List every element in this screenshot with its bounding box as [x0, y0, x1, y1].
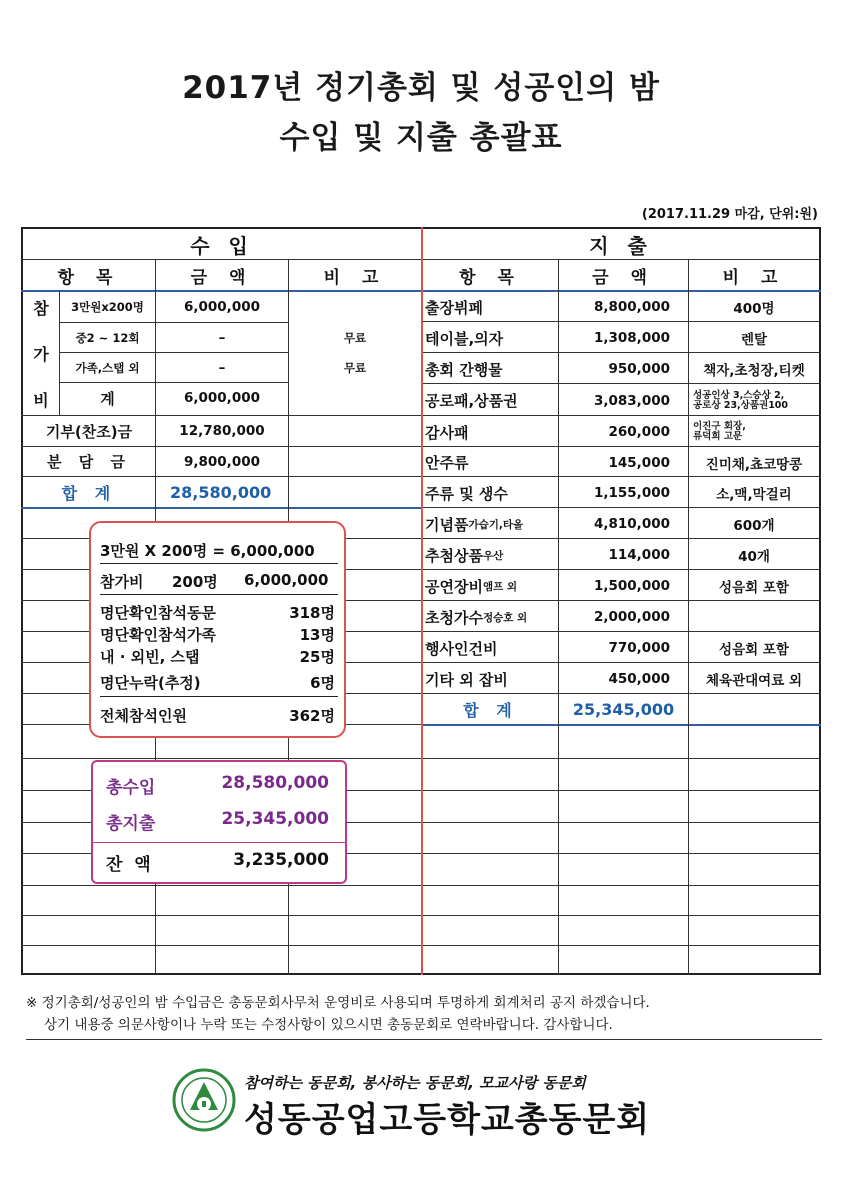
expense-note: 성공인상 3,스승상 2, 공로상 23,상품권100 — [693, 389, 789, 411]
expense-note: 렌탈 — [740, 332, 768, 348]
attendance-value: 318명 — [289, 604, 335, 622]
expense-amount: 1,500,000 — [593, 578, 670, 594]
balance-summary-box — [91, 760, 347, 884]
expense-note: 성음회 포함 — [719, 580, 789, 596]
income-item: 중2 ~ 12회 — [75, 330, 140, 345]
income-header-item: 항 목 — [57, 267, 121, 288]
organization-name: 성동공업고등학교총동문회 — [244, 1100, 651, 1140]
expense-item-label: 기념품 — [425, 515, 469, 534]
income-section-label: 수 입 — [190, 233, 254, 258]
expense-note: 성음회 포함 — [719, 642, 789, 658]
expense-amount: 4,810,000 — [593, 516, 670, 532]
income-note: 무료 — [343, 330, 367, 345]
expense-header-item: 항 목 — [459, 267, 522, 288]
expense-item-detail: 정승호 외 — [482, 611, 528, 624]
expense-note: 소,맥,막걸리 — [716, 487, 792, 503]
table-divider — [422, 724, 821, 726]
expense-amount: 260,000 — [608, 424, 670, 440]
expense-item-label: 공로패,상품권 — [425, 392, 518, 410]
box-divider — [93, 842, 345, 843]
expense-total-label: 합 계 — [463, 700, 518, 720]
fee-label: 참가비 — [100, 573, 144, 591]
participation-label-1: 참 — [33, 298, 49, 318]
expense-note: 이진구 회장, 류덕희 고문 — [693, 421, 746, 442]
expense-item — [423, 417, 558, 447]
expense-item-detail: 앰프 외 — [482, 580, 518, 593]
income-amount: – — [218, 359, 226, 376]
expense-item — [423, 385, 558, 416]
balance-value: 3,235,000 — [233, 850, 329, 870]
expense-item-label: 테이블,의자 — [425, 329, 504, 348]
total-expense-value: 25,345,000 — [221, 809, 329, 829]
income-subtotal-amount: 6,000,000 — [183, 390, 260, 406]
expense-note: 체육관대여료 외 — [706, 673, 802, 689]
balance-label: 잔 액 — [106, 855, 151, 875]
footnote-line-2: 상기 내용중 의문사항이나 누락 또는 수정사항이 있으시면 총동문회로 연락바랍니다. 감사합니다. — [44, 1017, 613, 1033]
attendance-label: 명단확인참석동문 — [100, 604, 216, 622]
expense-amount: 145,000 — [608, 454, 670, 471]
fee-amount: 6,000,000 — [244, 571, 329, 589]
expense-header-amount: 금 액 — [592, 267, 655, 288]
expense-amount: 770,000 — [608, 640, 670, 656]
attendance-label: 내 · 외빈, 스탭 — [100, 648, 200, 666]
fee-count: 200명 — [172, 573, 218, 591]
income-amount: 6,000,000 — [183, 299, 260, 315]
income-amount: 12,780,000 — [179, 423, 265, 439]
footnote-line-1: ※ 정기총회/성공인의 밤 수입금은 총동문회사무처 운영비로 사용되며 투명하게 회계처리 공지 하겠습니다. — [26, 995, 650, 1011]
expense-item-label: 출장뷔페 — [425, 298, 483, 317]
expense-item — [423, 448, 558, 477]
footer-divider — [26, 1039, 822, 1040]
box-divider — [100, 563, 338, 564]
expense-note: 진미채,쵸코땅콩 — [705, 456, 803, 473]
total-expense-label: 총지출 — [106, 814, 156, 834]
income-note: 무료 — [343, 360, 367, 375]
expense-amount: 3,083,000 — [593, 392, 670, 409]
expense-header-note: 비 고 — [722, 267, 786, 288]
expense-item-label: 감사패 — [425, 423, 469, 442]
expense-amount: 114,000 — [608, 547, 670, 563]
expense-amount: 1,308,000 — [593, 330, 670, 346]
box-divider — [100, 594, 338, 595]
expense-note: 400명 — [733, 301, 775, 317]
expense-item-label: 안주류 — [425, 454, 469, 472]
expense-note — [689, 602, 819, 632]
expense-item-label: 주류 및 생수 — [425, 484, 508, 503]
income-item: 가족,스탭 외 — [75, 360, 140, 375]
income-amount: 9,800,000 — [183, 453, 260, 470]
attendance-total-value: 362명 — [289, 707, 335, 725]
expense-note: 600개 — [733, 518, 775, 534]
expense-note: 책자,초청장,티켓 — [703, 363, 805, 379]
expense-amount: 8,800,000 — [593, 299, 670, 315]
footer-slogan: 참여하는 동문회, 봉사하는 동문회, 모교사랑 동문회 — [244, 1074, 586, 1092]
page-subtitle: 수입 및 지출 총괄표 — [279, 120, 563, 156]
income-item: 분 담 금 — [47, 453, 131, 471]
expense-item — [423, 633, 558, 663]
expense-item — [423, 354, 558, 384]
total-income-label: 총수입 — [106, 778, 156, 798]
participation-label-3: 비 — [33, 390, 49, 410]
expense-item — [423, 323, 558, 353]
expense-amount: 950,000 — [608, 361, 670, 377]
expense-amount: 2,000,000 — [593, 609, 670, 625]
income-item: 3만원x200명 — [71, 300, 144, 314]
expense-item — [423, 292, 558, 322]
income-amount: – — [218, 329, 226, 346]
table-divider — [21, 507, 421, 509]
expense-item-detail: 가습기,타올 — [468, 518, 524, 531]
attendance-value: 13명 — [299, 626, 335, 644]
expense-note: 40개 — [738, 549, 770, 565]
as-of-date: (2017.11.29 마감, 단위:원) — [641, 207, 818, 222]
expense-item-detail: 우산 — [482, 549, 504, 562]
school-emblem-icon — [172, 1068, 236, 1132]
income-header-amount: 금 액 — [190, 267, 254, 288]
expense-item — [423, 571, 558, 601]
income-item: 기부(찬조)금 — [45, 422, 133, 441]
income-total-amount: 28,580,000 — [170, 482, 272, 502]
expense-amount: 450,000 — [608, 671, 670, 687]
income-total-label: 합 계 — [61, 483, 117, 503]
expense-item — [423, 540, 558, 570]
attendance-label: 명단누락(추정) — [100, 674, 201, 692]
expense-item-label: 기타 외 잡비 — [425, 670, 508, 689]
expense-total-amount: 25,345,000 — [572, 699, 675, 719]
income-subtotal-label: 계 — [100, 389, 115, 408]
income-header-note: 비 고 — [323, 267, 387, 288]
box-divider — [100, 696, 338, 697]
expense-item — [423, 664, 558, 694]
expense-section-label: 지 출 — [589, 233, 653, 258]
expense-item-label: 공연장비 — [425, 577, 483, 596]
expense-item-label: 총회 간행물 — [425, 360, 503, 379]
expense-amount: 1,155,000 — [593, 485, 670, 501]
attendance-label: 명단확인참석가족 — [100, 626, 216, 644]
expense-item — [423, 509, 558, 539]
total-income-value: 28,580,000 — [221, 773, 329, 793]
expense-item — [423, 478, 558, 508]
attendance-box — [89, 521, 346, 738]
fee-formula: 3만원 X 200명 = 6,000,000 — [100, 542, 315, 560]
attendance-value: 6명 — [310, 674, 335, 692]
page-title: 2017년 정기총회 및 성공인의 밤 — [182, 70, 660, 106]
participation-label-2: 가 — [33, 344, 49, 364]
expense-item — [423, 602, 558, 632]
expense-item-label: 추첨상품 — [425, 546, 483, 565]
attendance-total-label: 전체참석인원 — [100, 707, 187, 725]
attendance-value: 25명 — [299, 648, 335, 666]
expense-item-label: 행사인건비 — [425, 639, 498, 658]
expense-item-label: 초청가수 — [425, 608, 483, 627]
